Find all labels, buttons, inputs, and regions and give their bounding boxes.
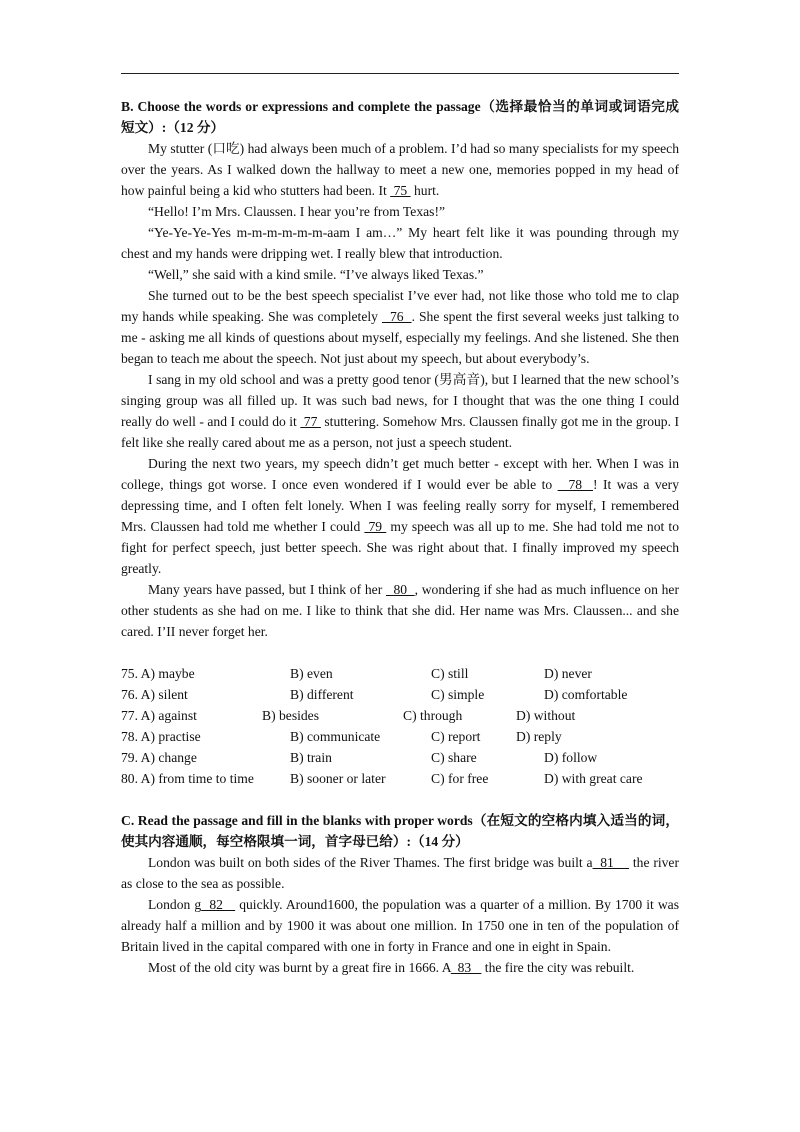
option-choice: D) reply bbox=[516, 729, 562, 744]
paragraph bbox=[121, 852, 679, 894]
option-choice: 76. A) silent bbox=[121, 687, 188, 702]
option-choice: 80. A) from time to time bbox=[121, 771, 254, 786]
section-b-heading: B. Choose the words or expressions and complete the passage（选择最恰当的单词或词语完成短文）:（12 分） bbox=[121, 99, 679, 135]
option-choice: C) for free bbox=[431, 771, 489, 786]
option-choice: D) never bbox=[544, 666, 592, 681]
option-choice: B) different bbox=[290, 687, 354, 702]
paragraph-text: “Ye-Ye-Ye-Yes m-m-m-m-m-m-aam I am…” My heart felt like it was pounding through my chest and my hands were dripping wet. I really blew that introduction. bbox=[121, 225, 679, 261]
section-b-passage bbox=[121, 138, 679, 642]
option-choice: C) simple bbox=[431, 687, 485, 702]
answer-blank: 75 bbox=[390, 183, 411, 198]
paragraph bbox=[121, 264, 679, 285]
paragraph-text: London g bbox=[148, 897, 202, 912]
option-row bbox=[121, 684, 679, 705]
paragraph-text: hurt. bbox=[410, 183, 440, 198]
paragraph-text: ! It was a very depressing time, and I often felt lonely. When I was feeling really sorry for myself, I remembered Mrs. Claussen had told me whether I could bbox=[121, 477, 679, 534]
paragraph-text: Many years have passed, but I think of her bbox=[148, 582, 386, 597]
option-choice: B) communicate bbox=[290, 729, 381, 744]
answer-blank: 79 bbox=[364, 519, 387, 534]
header-rule bbox=[121, 73, 679, 74]
option-choice: 78. A) practise bbox=[121, 729, 201, 744]
paragraph-text: . She spent the first several weeks just talking to me - asking me all kinds of questions about myself, especially my feelings. And she listened. She then began to teach me about the speech. Not just about my speech, but about everybody’s. bbox=[121, 309, 679, 366]
option-row bbox=[121, 747, 679, 768]
paragraph-text: During the next two years, my speech didn’t get much better - except with her. When I was in college, things got worse. I once even wondered if I would ever be able to bbox=[121, 456, 679, 492]
answer-blank: 78 bbox=[557, 477, 594, 492]
option-choice: C) report bbox=[431, 729, 481, 744]
option-choice: D) comfortable bbox=[544, 687, 628, 702]
paragraph bbox=[121, 201, 679, 222]
paragraph-text: , wondering if she had as much influence on her other students as she had on me. I like to think that she did. Her name was Mrs. Claussen... and she cared. I’II never forget her. bbox=[121, 582, 679, 639]
option-choice: B) train bbox=[290, 750, 332, 765]
answer-blank: 82 bbox=[201, 897, 236, 912]
paragraph bbox=[121, 369, 679, 453]
paragraph bbox=[121, 222, 679, 264]
paragraph-text: my speech was all up to me. She had told me not to fight for perfect speech, just better speech. She was right about that. I finally improved my speech greatly. bbox=[121, 519, 680, 576]
paragraph bbox=[121, 138, 679, 201]
paragraph bbox=[121, 285, 679, 369]
section-c-heading: C. Read the passage and fill in the blanks with proper words（在短文的空格内填入适当的词，使其内容通顺，每空格限填一词，首字母已给）:（14 分） bbox=[121, 813, 679, 849]
option-choice: D) without bbox=[516, 708, 576, 723]
paragraph bbox=[121, 453, 679, 579]
paragraph-text: “Well,” she said with a kind smile. “I’ve always liked Texas.” bbox=[148, 267, 484, 282]
section-c-passage bbox=[121, 852, 679, 978]
section-b-options bbox=[121, 663, 679, 789]
option-choice: D) follow bbox=[544, 750, 598, 765]
paragraph-text: She turned out to be the best speech specialist I’ve ever had, not like those who told me to clap my hands while speaking. She was completely bbox=[121, 288, 679, 324]
paragraph-text: Most of the old city was burnt by a great fire in 1666. A bbox=[148, 960, 451, 975]
option-row bbox=[121, 663, 679, 684]
paragraph-text: My stutter (口吃) had always been much of a problem. I’d had so many specialists for my speech over the years. As I walked down the hallway to meet a new one, memories popped in my head of how painful being a kid who stutters had been. It bbox=[121, 141, 679, 198]
option-choice: 75. A) maybe bbox=[121, 666, 195, 681]
document-content bbox=[121, 96, 679, 978]
option-row bbox=[121, 705, 679, 726]
paragraph bbox=[121, 894, 679, 957]
paragraph bbox=[121, 579, 679, 642]
option-choice: B) besides bbox=[262, 708, 320, 723]
option-choice: 77. A) against bbox=[121, 708, 197, 723]
answer-blank: 76 bbox=[381, 309, 412, 324]
answer-blank: 83 bbox=[450, 960, 482, 975]
option-choice: C) through bbox=[403, 708, 463, 723]
paragraph-text: the fire the city was rebuilt. bbox=[481, 960, 635, 975]
paragraph-text: I sang in my old school and was a pretty good tenor (男高音), but I learned that the new school’s singing group was all filled up. It was such bad news, for I thought that was the one thing I could really do well - and I could do it bbox=[121, 372, 679, 429]
answer-blank: 81 bbox=[592, 855, 630, 870]
option-choice: 79. A) change bbox=[121, 750, 197, 765]
paragraph-text: the river as close to the sea as possible. bbox=[121, 855, 679, 891]
paragraph-text: London was built on both sides of the River Thames. The first bridge was built a bbox=[148, 855, 593, 870]
option-row bbox=[121, 768, 679, 789]
option-choice: C) still bbox=[431, 666, 469, 681]
option-choice: D) with great care bbox=[544, 771, 643, 786]
option-choice: B) sooner or later bbox=[290, 771, 386, 786]
paragraph-text: stuttering. Somehow Mrs. Claussen finally got me in the group. I felt like she really cared about me as a person, not just a speech student. bbox=[121, 414, 679, 450]
answer-blank: 80 bbox=[385, 582, 415, 597]
paragraph-text: quickly. Around1600, the population was a quarter of a million. By 1700 it was already half a million and by 1900 it was about one million. In 1750 one in ten of the population of Britain lived in the capital compared with one in forty in France and one in eight in Spain. bbox=[121, 897, 680, 954]
option-row bbox=[121, 726, 679, 747]
paragraph bbox=[121, 957, 679, 978]
answer-blank: 77 bbox=[300, 414, 321, 429]
paragraph-text: “Hello! I’m Mrs. Claussen. I hear you’re from Texas!” bbox=[148, 204, 446, 219]
option-choice: C) share bbox=[431, 750, 477, 765]
option-choice: B) even bbox=[290, 666, 333, 681]
